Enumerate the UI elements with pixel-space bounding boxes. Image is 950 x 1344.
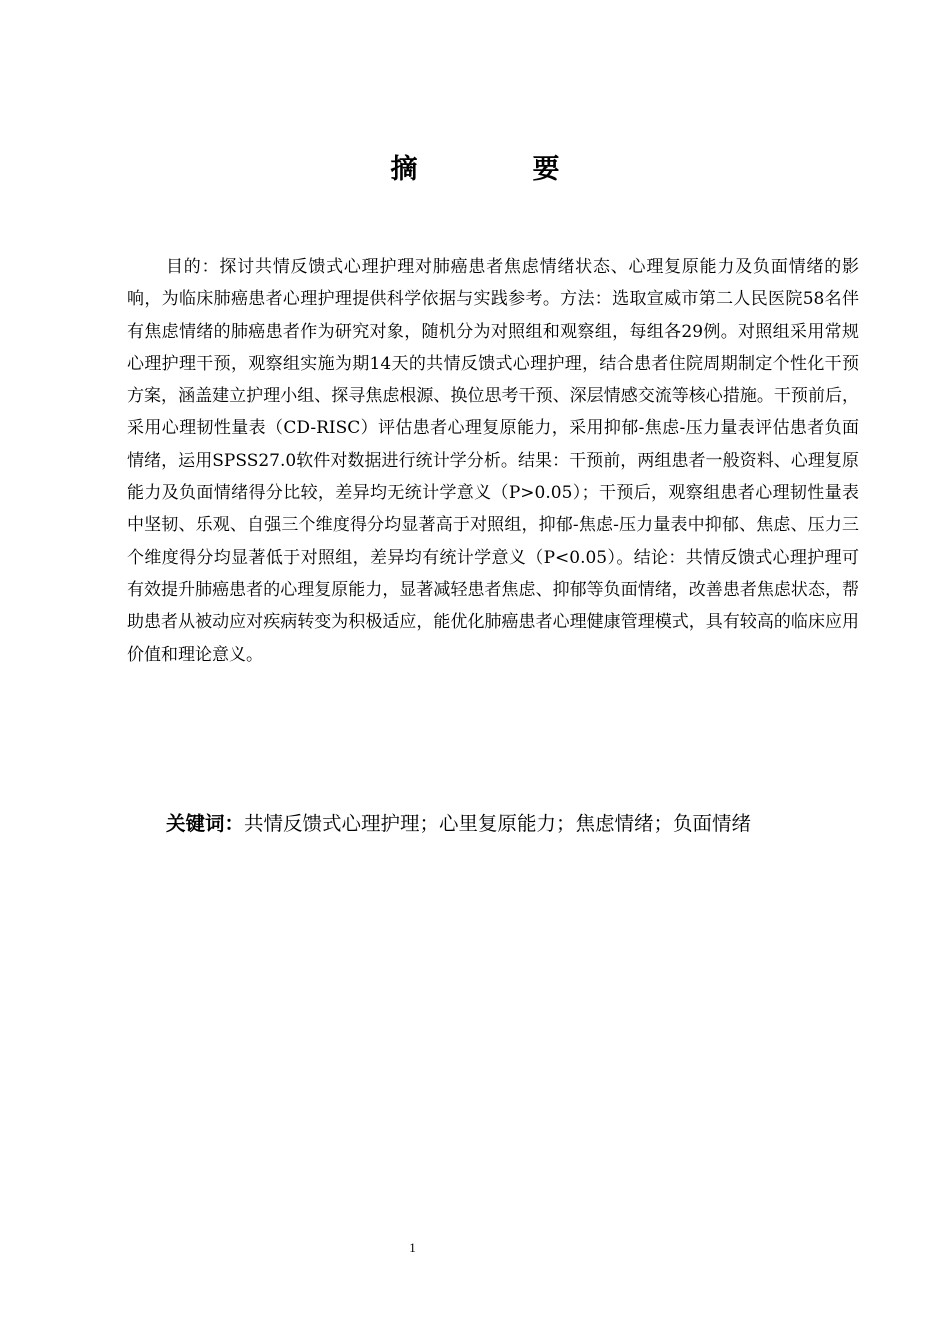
keywords-text: 共情反馈式心理护理；心里复原能力；焦虑情绪；负面情绪 — [244, 812, 752, 835]
abstract-paragraph: 目的：探讨共情反馈式心理护理对肺癌患者焦虑情绪状态、心理复原能力及负面情绪的影响，为临床肺癌患者心理护理提供科学依据与实践参考。方法：选取宣威市第二人民医院58名伴有焦虑情绪的肺癌患者作为研究对象，随机分为对照组和观察组，每组各29例。对照组采用常规心理护理干预，观察组实施为期14天的共情反馈式心理护理，结合患者住院周期制定个性化干预方案，涵盖建立护理小组、探寻焦虑根源、换位思考干预、深层情感交流等核心措施。干预前后，采用心理韧性量表（CD-RISC）评估患者心理复原能力，采用抑郁-焦虑-压力量表评估患者负面情绪，运用SPSS27.0软件对数据进行统计学分析。结果：干预前，两组患者一般资料、心理复原能力及负面情绪得分比较，差异均无统计学意义（P>0.05）；干预后，观察组患者心理韧性量表中坚韧、乐观、自强三个维度得分均显著高于对照组，抑郁-焦虑-压力量表中抑郁、焦虑、压力三个维度得分均显著低于对照组，差异均有统计学意义（P<0.05）。结论：共情反馈式心理护理可有效提升肺癌患者的心理复原能力，显著减轻患者焦虑、抑郁等负面情绪，改善患者焦虑状态，帮助患者从被动应对疾病转变为积极适应，能优化肺癌患者心理健康管理模式，具有较高的临床应用价值和理论意义。 — [127, 257, 859, 665]
page-number: 1 — [409, 1240, 416, 1255]
keywords-line — [166, 806, 866, 842]
keywords-label: 关键词： — [166, 812, 245, 835]
page-title: 摘 要 — [390, 154, 604, 185]
